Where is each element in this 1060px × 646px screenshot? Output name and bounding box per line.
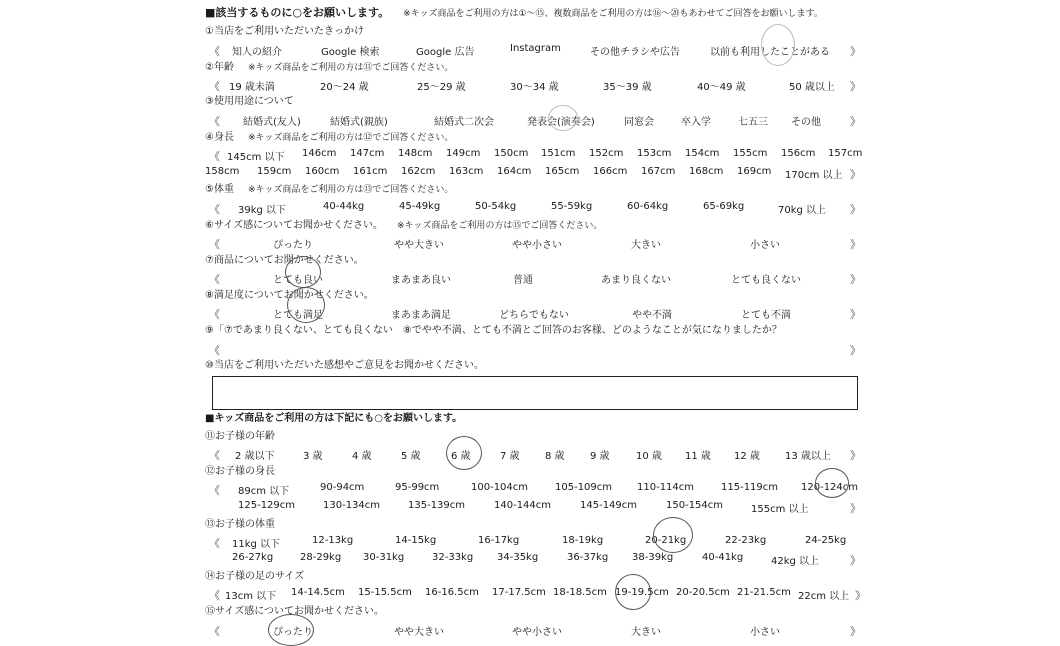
q8-option[interactable]: まあまあ満足 [391, 310, 451, 321]
q5-option[interactable]: 50-54kg [475, 201, 517, 212]
q5-options [205, 201, 865, 215]
q3-label: ③使用用途について [205, 96, 294, 107]
open-bracket: 《 [209, 203, 220, 216]
q5-title: ⑤体重 [205, 184, 234, 195]
q4-option[interactable]: 147cm [350, 148, 385, 159]
q6-option[interactable]: やや大きい [394, 240, 444, 251]
q11-option[interactable]: 10 歳 [636, 451, 662, 462]
q4-option[interactable]: 148cm [398, 148, 433, 159]
open-bracket: 《 [209, 238, 220, 251]
q5-option[interactable]: 39kg 以下 [238, 205, 287, 216]
q4-option[interactable]: 168cm [689, 166, 724, 177]
q13-option[interactable]: 22-23kg [725, 535, 767, 546]
q9-answer[interactable] [205, 342, 865, 356]
q11-option[interactable]: 3 歳 [303, 451, 323, 462]
q13-option[interactable]: 14-15kg [395, 535, 437, 546]
q13-option[interactable]: 40-41kg [702, 552, 744, 563]
open-bracket: 《 [209, 308, 220, 321]
q11-option[interactable]: 4 歳 [352, 451, 372, 462]
q11-option[interactable]: 11 歳 [685, 451, 711, 462]
q14-option[interactable]: 16-16.5cm [425, 587, 479, 598]
q12-option[interactable]: 135-139cm [408, 500, 466, 511]
q12-option[interactable]: 140-144cm [494, 500, 552, 511]
q15-options [205, 623, 865, 637]
q3-option[interactable]: 七五三 [738, 117, 768, 128]
close-bracket: 》 [850, 168, 861, 181]
q1-option[interactable]: Google 検索 [321, 47, 380, 58]
q5-option[interactable]: 60-64kg [627, 201, 669, 212]
q4-option[interactable]: 160cm [305, 166, 340, 177]
q2-option[interactable]: 30〜34 歳 [510, 82, 559, 93]
q2-option[interactable]: 25〜29 歳 [417, 82, 466, 93]
q7-option[interactable]: あまり良くない [601, 275, 671, 286]
q4-option[interactable]: 156cm [781, 148, 816, 159]
close-bracket: 》 [850, 115, 861, 128]
q4-option[interactable]: 158cm [205, 166, 240, 177]
q1-option-circled[interactable]: 以前も利用したことがある [710, 47, 830, 58]
open-bracket: 《 [209, 273, 220, 286]
open-bracket: 《 [209, 449, 220, 462]
close-bracket: 》 [850, 45, 861, 58]
q4-note: ※キッズ商品をご利用の方は⑫でご回答ください。 [247, 133, 454, 143]
q4-options-row1 [205, 148, 865, 162]
q5-note: ※キッズ商品をご利用の方は⑬でご回答ください。 [247, 185, 454, 195]
q14-option[interactable]: 14-14.5cm [291, 587, 345, 598]
q13-option[interactable]: 42kg 以上 [771, 556, 820, 567]
q3-option[interactable]: 結婚式二次会 [434, 117, 494, 128]
q13-option[interactable]: 16-17kg [478, 535, 520, 546]
q12-option[interactable]: 155cm 以上 [751, 504, 809, 515]
q4-option[interactable]: 145cm 以下 [227, 152, 285, 163]
close-bracket: 》 [850, 203, 861, 216]
q4-option[interactable]: 153cm [637, 148, 672, 159]
q11-option[interactable]: 12 歳 [734, 451, 760, 462]
q7-option[interactable]: 普通 [513, 275, 533, 286]
q2-label [205, 61, 453, 75]
open-bracket: 《 [209, 80, 220, 93]
q11-label: ⑪お子様の年齢 [205, 431, 275, 442]
q14-option[interactable]: 21-21.5cm [737, 587, 791, 598]
q11-option[interactable]: 7 歳 [500, 451, 520, 462]
q15-option[interactable]: 大きい [631, 627, 661, 638]
q4-option[interactable]: 161cm [353, 166, 388, 177]
q2-note: ※キッズ商品をご利用の方は⑪でご回答ください。 [247, 63, 454, 73]
q1-label: ①当店をご利用いただいたきっかけ [205, 26, 364, 37]
q6-option[interactable]: やや小さい [512, 240, 562, 251]
q7-option-circled[interactable]: とても良い [273, 275, 323, 286]
q6-option[interactable]: ぴったり [273, 240, 313, 251]
q8-option-circled[interactable]: とても満足 [273, 310, 323, 321]
q13-option[interactable]: 26-27kg [232, 552, 274, 563]
q3-option-circled[interactable]: 発表会(演奏会) [527, 117, 595, 128]
form-header [205, 6, 823, 21]
q4-option[interactable]: 162cm [401, 166, 436, 177]
q12-option[interactable]: 110-114cm [637, 482, 695, 493]
q1-option[interactable]: 知人の紹介 [232, 47, 282, 58]
q4-option[interactable]: 163cm [449, 166, 484, 177]
q12-option[interactable]: 115-119cm [721, 482, 779, 493]
q14-option[interactable]: 18-18.5cm [553, 587, 607, 598]
q5-option[interactable]: 45-49kg [399, 201, 441, 212]
q6-option[interactable]: 小さい [750, 240, 780, 251]
q7-option[interactable]: とても良くない [731, 275, 801, 286]
q14-option-circled[interactable]: 19-19.5cm [615, 587, 669, 598]
q12-option-circled[interactable]: 120-124cm [801, 482, 859, 493]
q4-options-row2 [205, 166, 865, 180]
q5-option[interactable]: 70kg 以上 [778, 205, 827, 216]
q6-note: ※キッズ商品をご利用の方は⑮でご回答ください。 [396, 221, 603, 231]
q2-option[interactable]: 40〜49 歳 [697, 82, 746, 93]
q12-option[interactable]: 90-94cm [320, 482, 365, 493]
q8-option[interactable]: やや不満 [632, 310, 672, 321]
q4-option[interactable]: 170cm 以上 [785, 170, 843, 181]
open-bracket: 《 [209, 625, 220, 638]
q15-option[interactable]: やや小さい [512, 627, 562, 638]
q15-option[interactable]: 小さい [750, 627, 780, 638]
q2-option[interactable]: 19 歳未満 [229, 82, 275, 93]
q4-option[interactable]: 167cm [641, 166, 676, 177]
q8-option[interactable]: とても不満 [741, 310, 791, 321]
open-bracket: 《 [209, 115, 220, 128]
q8-label: ⑧満足度についてお聞かせください。 [205, 290, 374, 301]
q7-options [205, 271, 865, 285]
q4-option[interactable]: 164cm [497, 166, 532, 177]
q15-label: ⑮サイズ感についてお聞かせください。 [205, 606, 384, 617]
q13-option[interactable]: 12-13kg [312, 535, 354, 546]
q1-options [205, 43, 865, 57]
q4-option[interactable]: 157cm [828, 148, 863, 159]
q4-option[interactable]: 154cm [685, 148, 720, 159]
open-bracket: 《 [209, 537, 220, 550]
q4-option[interactable]: 159cm [257, 166, 292, 177]
q12-option[interactable]: 150-154cm [666, 500, 724, 511]
q8-option[interactable]: どちらでもない [499, 310, 569, 321]
q4-option[interactable]: 165cm [545, 166, 580, 177]
q2-option[interactable]: 35〜39 歳 [603, 82, 652, 93]
q11-option[interactable]: 8 歳 [545, 451, 565, 462]
q12-option[interactable]: 105-109cm [555, 482, 613, 493]
q9-label: ⑨「⑦であまり良くない、とても良くない ⑧でやや不満、とても不満とご回答のお客様、どのようなことが気になりましたか？ [205, 325, 782, 336]
q4-option[interactable]: 149cm [446, 148, 481, 159]
q13-option[interactable]: 30-31kg [363, 552, 405, 563]
q2-option[interactable]: 50 歳以上 [789, 82, 835, 93]
q6-option[interactable]: 大きい [631, 240, 661, 251]
q13-option[interactable]: 32-33kg [432, 552, 474, 563]
q12-options-row2 [205, 500, 865, 514]
q10-label: ⑩当店をご利用いただいた感想やご意見をお聞かせください。 [205, 360, 484, 371]
q3-option[interactable]: 同窓会 [624, 117, 654, 128]
q4-title: ④身長 [205, 132, 234, 143]
open-bracket: 《 [209, 589, 220, 602]
q8-options [205, 306, 865, 320]
q4-option[interactable]: 166cm [593, 166, 628, 177]
q4-option[interactable]: 155cm [733, 148, 768, 159]
q3-option[interactable]: 結婚式(友人) [243, 117, 301, 128]
q1-option[interactable]: Google 広告 [416, 47, 475, 58]
q3-option[interactable]: その他 [791, 117, 821, 128]
close-bracket: 》 [850, 273, 861, 286]
q4-label [205, 131, 453, 145]
q12-option[interactable]: 100-104cm [471, 482, 529, 493]
q12-options-row1 [205, 482, 865, 496]
q2-title: ②年齢 [205, 62, 234, 73]
close-bracket: 》 [850, 502, 861, 515]
q13-option[interactable]: 34-35kg [497, 552, 539, 563]
q13-options-row1 [205, 535, 865, 549]
close-bracket: 》 [850, 449, 861, 462]
q7-option[interactable]: まあまあ良い [391, 275, 451, 286]
q13-option[interactable]: 36-37kg [567, 552, 609, 563]
q14-option[interactable]: 20-20.5cm [676, 587, 730, 598]
kids-section-header: ■キッズ商品をご利用の方は下記にも○をお願いします。 [205, 413, 463, 424]
q13-option[interactable]: 24-25kg [805, 535, 847, 546]
q14-label: ⑭お子様の足のサイズ [205, 571, 305, 582]
q4-option[interactable]: 150cm [494, 148, 529, 159]
q1-option[interactable]: Instagram [510, 43, 561, 54]
q11-option[interactable]: 5 歳 [401, 451, 421, 462]
q13-option-circled[interactable]: 20-21kg [645, 535, 687, 546]
q12-option[interactable]: 125-129cm [238, 500, 296, 511]
close-bracket: 》 [850, 80, 861, 93]
close-bracket: 》 [850, 554, 861, 567]
q12-label: ⑫お子様の身長 [205, 466, 275, 477]
q4-option[interactable]: 151cm [541, 148, 576, 159]
q6-options [205, 236, 865, 250]
q14-option[interactable]: 22cm 以上 [798, 591, 850, 602]
q4-option[interactable]: 152cm [589, 148, 624, 159]
q5-option[interactable]: 65-69kg [703, 201, 745, 212]
q11-option[interactable]: 9 歳 [590, 451, 610, 462]
q11-option[interactable]: 2 歳以下 [235, 451, 275, 462]
q12-option[interactable]: 145-149cm [580, 500, 638, 511]
q5-option[interactable]: 55-59kg [551, 201, 593, 212]
q14-options [205, 587, 865, 601]
close-bracket: 》 [850, 625, 861, 638]
open-bracket: 《 [209, 484, 220, 497]
q13-label: ⑬お子様の体重 [205, 519, 275, 530]
q2-options [205, 78, 865, 92]
q6-title: ⑥サイズ感についてお聞かせください。 [205, 220, 383, 231]
close-bracket: 》 [850, 308, 861, 321]
open-bracket: 《 [209, 344, 220, 357]
q12-option[interactable]: 95-99cm [395, 482, 440, 493]
q1-option[interactable]: その他チラシや広告 [590, 47, 680, 58]
open-bracket: 《 [209, 45, 220, 58]
close-bracket: 》 [855, 589, 866, 602]
q15-option[interactable]: やや大きい [394, 627, 444, 638]
q14-option[interactable]: 15-15.5cm [358, 587, 412, 598]
q4-option[interactable]: 146cm [302, 148, 337, 159]
q13-options-row2 [205, 552, 865, 566]
q11-options [205, 447, 865, 461]
q10-comment-box[interactable] [212, 376, 858, 410]
q12-option[interactable]: 130-134cm [323, 500, 381, 511]
q13-option[interactable]: 38-39kg [632, 552, 674, 563]
q3-option[interactable]: 結婚式(親族) [330, 117, 388, 128]
survey-form [205, 0, 865, 640]
close-bracket: 》 [850, 238, 861, 251]
q5-label [205, 183, 453, 197]
q2-option[interactable]: 20〜24 歳 [320, 82, 369, 93]
q3-option[interactable]: 卒入学 [681, 117, 711, 128]
q11-option-circled[interactable]: 6 歳 [451, 451, 471, 462]
q5-option[interactable]: 40-44kg [323, 201, 365, 212]
q13-option[interactable]: 28-29kg [300, 552, 342, 563]
q13-option[interactable]: 11kg 以下 [232, 539, 281, 550]
form-title: ■該当するものに○をお願いします。 [205, 6, 390, 19]
q7-label: ⑦商品についてお聞かせください。 [205, 255, 364, 266]
open-bracket: 《 [209, 150, 220, 163]
q6-label [205, 219, 602, 233]
close-bracket: 》 [850, 344, 861, 357]
q4-option[interactable]: 169cm [737, 166, 772, 177]
q13-option[interactable]: 18-19kg [562, 535, 604, 546]
q15-option-circled[interactable]: ぴったり [273, 627, 313, 638]
q12-option[interactable]: 89cm 以下 [238, 486, 290, 497]
q14-option[interactable]: 17-17.5cm [492, 587, 546, 598]
q14-option[interactable]: 13cm 以下 [225, 591, 277, 602]
q3-options [205, 113, 865, 127]
q11-option[interactable]: 13 歳以上 [785, 451, 831, 462]
form-note: ※キッズ商品をご利用の方は①〜⑮、複数商品をご利用の方は⑯〜⑳もあわせてご回答をお願いします。 [403, 9, 823, 19]
